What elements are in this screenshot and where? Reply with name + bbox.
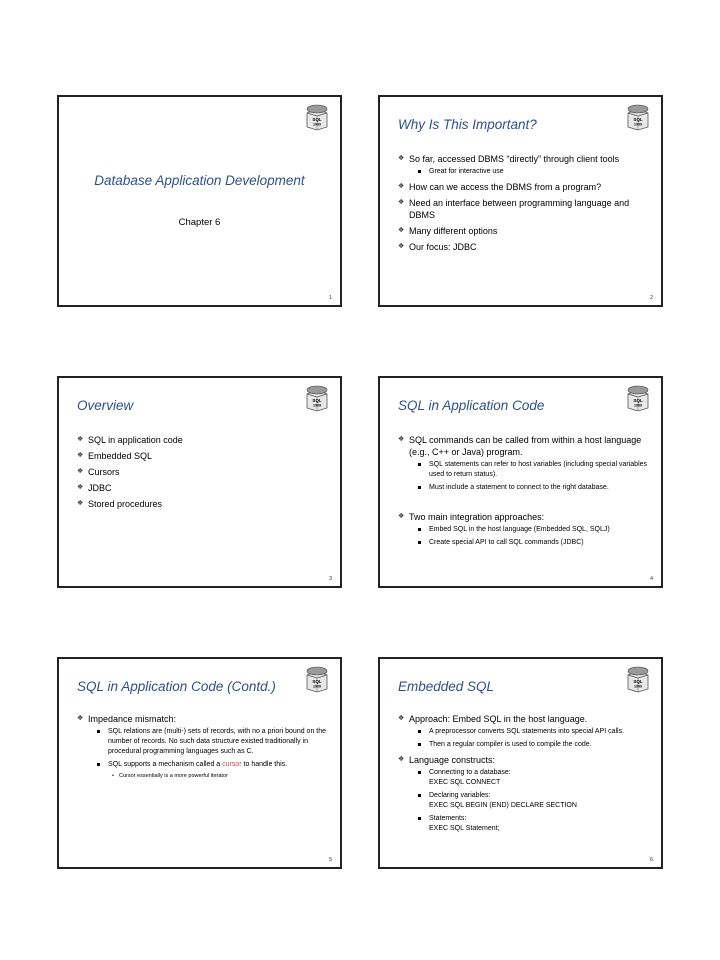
sub-bullet-item: Embed SQL in the host language (Embedded SQL, SQLJ) <box>409 525 647 535</box>
bullet-item: ❖ JDBC <box>77 482 326 494</box>
sub-bullet-item: Declaring variables: EXEC SQL BEGIN (END) DECLARE SECTION <box>409 791 647 811</box>
bullet-item: ❖ Embedded SQL <box>77 450 326 462</box>
page-number: 5 <box>328 857 332 863</box>
slide-1 <box>57 95 342 307</box>
sub-bullet-item: SQL statements can refer to host variables (including special variables used to return status). <box>409 460 647 480</box>
svg-text:SQL: SQL <box>633 679 643 684</box>
sub-sub-bullet-item: • Cursor essentially is a more powerful iterator <box>110 772 326 780</box>
sql-1999-logo-icon <box>304 665 330 693</box>
sub-bullet-item: Statements: EXEC SQL Statement; <box>409 814 647 834</box>
svg-text:SQL: SQL <box>633 117 643 122</box>
cursor-highlight: cursor <box>222 761 242 768</box>
svg-text:1999: 1999 <box>313 122 321 127</box>
slide-title: SQL in Application Code (Contd.) <box>77 679 276 694</box>
slide-5 <box>57 657 342 869</box>
sql-1999-logo-icon <box>625 384 651 412</box>
svg-text:1999: 1999 <box>634 122 642 127</box>
sub-bullet-item: Great for interactive use <box>409 167 647 177</box>
slide-6 <box>378 657 663 869</box>
svg-text:1999: 1999 <box>313 684 321 689</box>
page-number: 6 <box>649 857 653 863</box>
bullet-item: ❖ How can we access the DBMS from a program? <box>398 181 647 193</box>
spacer <box>398 497 647 511</box>
sql-1999-logo-icon <box>625 103 651 131</box>
svg-text:1999: 1999 <box>634 403 642 408</box>
bullet-item: ❖ SQL in application code <box>77 434 326 446</box>
bullet-item: ❖ Approach: Embed SQL in the host language. A preprocessor converts SQL statements into special API calls. Then a regular compiler is used to compile the code. <box>398 713 647 750</box>
sql-1999-logo-icon <box>304 384 330 412</box>
bullet-list <box>77 434 326 514</box>
slide-title: Embedded SQL <box>398 679 495 694</box>
slide-4 <box>378 376 663 588</box>
svg-text:1999: 1999 <box>634 684 642 689</box>
svg-text:SQL: SQL <box>312 117 322 122</box>
page-number: 1 <box>328 295 332 301</box>
bullet-item: ❖ Two main integration approaches: Embed SQL in the host language (Embedded SQL, SQLJ) Create special API to call SQL commands (JDBC) <box>398 511 647 548</box>
sub-bullet-item: A preprocessor converts SQL statements into special API calls. <box>409 727 647 737</box>
svg-text:SQL: SQL <box>312 679 322 684</box>
bullet-item: ❖ Stored procedures <box>77 498 326 510</box>
bullet-item: ❖ Many different options <box>398 225 647 237</box>
slide-title: SQL in Application Code <box>398 398 545 413</box>
slide-title: Why Is This Important? <box>398 117 537 132</box>
slide-title: Database Application Development <box>94 173 305 188</box>
bullet-list <box>398 434 647 552</box>
sub-bullet-item: Then a regular compiler is used to compile the code. <box>409 740 647 750</box>
bullet-item: ❖ So far, accessed DBMS “directly” through client tools Great for interactive use <box>398 153 647 177</box>
sub-bullet-item: SQL supports a mechanism called a cursor to handle this. • Cursor essentially is a more powerful iterator <box>88 760 326 780</box>
bullet-list <box>398 713 647 838</box>
svg-text:SQL: SQL <box>312 398 322 403</box>
slide-2 <box>378 95 663 307</box>
bullet-item: ❖ Our focus: JDBC <box>398 241 647 253</box>
bullet-item: ❖ Impedance mismatch: SQL relations are (multi-) sets of records, with no a priori bound on the number of records. No such data structure existed traditionally in procedural programming languages such as C. SQL supports a mechanism called a cursor to handle this. • Cursor essentially is a more powerful iterator <box>77 713 326 780</box>
page-number: 3 <box>328 576 332 582</box>
bullet-item: ❖ Need an interface between programming language and DBMS <box>398 197 647 221</box>
bullet-item: ❖ Cursors <box>77 466 326 478</box>
bullet-item: ❖ Language constructs: Connecting to a database: EXEC SQL CONNECT Declaring variables: EXEC SQL BEGIN (END) DECLARE SECTION Statements: EXEC SQL Statement; <box>398 754 647 834</box>
bullet-item: ❖ SQL commands can be called from within a host language (e.g., C++ or Java) program. SQL statements can refer to host variables (including special variables used to return status). Must include a statement to connect to the right database. <box>398 434 647 493</box>
page-number: 4 <box>649 576 653 582</box>
page-number: 2 <box>649 295 653 301</box>
sub-bullet-item: Must include a statement to connect to the right database. <box>409 483 647 493</box>
sub-bullet-item: Connecting to a database: EXEC SQL CONNECT <box>409 768 647 788</box>
svg-text:1999: 1999 <box>313 403 321 408</box>
sub-bullet-item: SQL relations are (multi-) sets of records, with no a priori bound on the number of records. No such data structure existed traditionally in procedural programming languages such as C. <box>88 727 326 757</box>
svg-text:SQL: SQL <box>633 398 643 403</box>
sql-1999-logo-icon <box>625 665 651 693</box>
slide-subtitle: Chapter 6 <box>178 217 221 228</box>
slide-3 <box>57 376 342 588</box>
slide-title: Overview <box>77 398 134 413</box>
bullet-list <box>77 713 326 784</box>
sql-1999-logo-icon <box>304 103 330 131</box>
bullet-list <box>398 153 647 257</box>
sub-bullet-item: Create special API to call SQL commands (JDBC) <box>409 538 647 548</box>
